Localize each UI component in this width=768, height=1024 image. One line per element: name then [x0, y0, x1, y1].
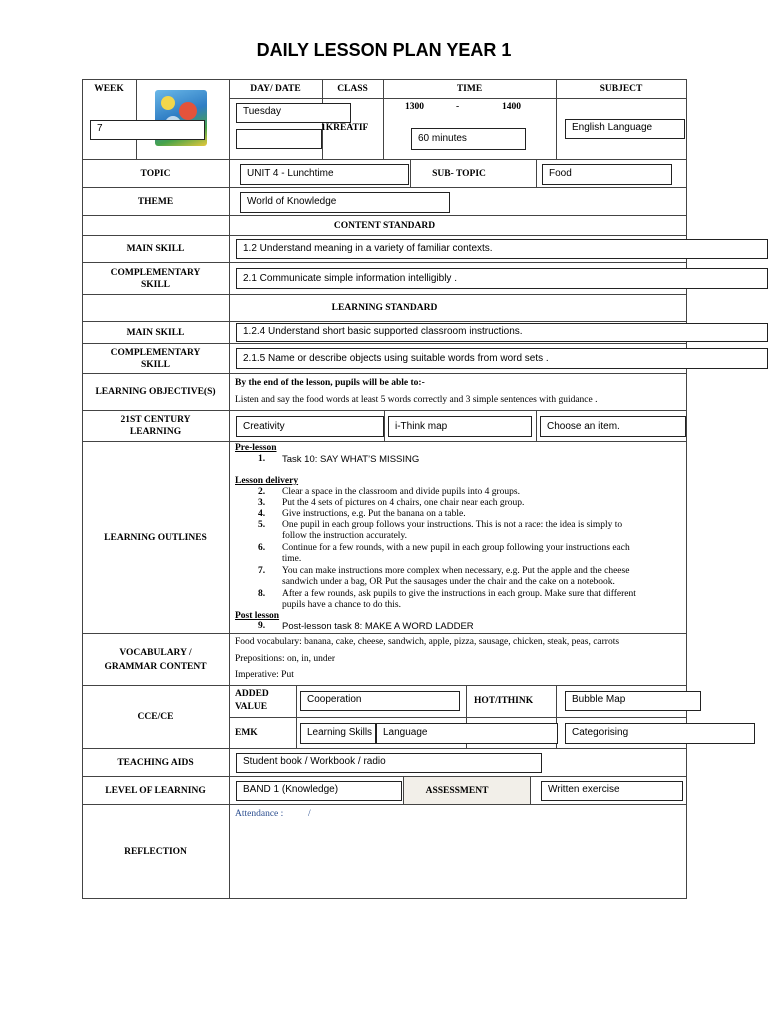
- cs-main-skill-label: MAIN SKILL: [126, 244, 185, 254]
- ls-main-skill-field[interactable]: 1.2.4 Understand short basic supported classroom instructions.: [236, 323, 768, 342]
- step-number: 4.: [258, 509, 266, 519]
- vocab-label-1: VOCABULARY /: [119, 647, 192, 658]
- pre-lesson-number: 1.: [258, 454, 266, 464]
- ls-complementary-label: [82, 344, 229, 373]
- level-label: LEVEL OF LEARNING: [105, 785, 206, 796]
- century-item-3[interactable]: Choose an item.: [540, 416, 686, 437]
- week-header: WEEK: [94, 84, 124, 94]
- col-line: [530, 776, 531, 804]
- step-text: sandwich under a bag, OR Put the sausages under the chair and the cake on a notebook.: [282, 577, 615, 587]
- step-text: pupils have a chance to do this.: [282, 600, 401, 610]
- step-number: 7.: [258, 566, 266, 576]
- reflection-label: REFLECTION: [124, 846, 187, 857]
- class-value: 1KREATIF: [321, 123, 369, 133]
- outlines-label: LEARNING OUTLINES: [104, 532, 207, 543]
- step-text: follow the instruction accurately.: [282, 531, 407, 541]
- century-label-1: 21ST CENTURY: [120, 415, 191, 425]
- content-standard-heading: CONTENT STANDARD: [333, 220, 436, 231]
- century-label-2: LEARNING: [129, 427, 182, 437]
- level-field[interactable]: BAND 1 (Knowledge): [236, 781, 402, 801]
- page-title: DAILY LESSON PLAN YEAR 1: [256, 40, 512, 60]
- emk-field-2[interactable]: Language: [376, 723, 558, 744]
- col-line: [296, 685, 297, 748]
- hot-ithink-field-2[interactable]: Categorising: [565, 723, 755, 744]
- post-lesson-item: Post-lesson task 8: MAKE A WORD LADDER: [282, 621, 474, 632]
- time-end: 1400: [502, 102, 521, 112]
- time-header: TIME: [456, 84, 483, 94]
- attendance-label: Attendance :: [235, 809, 284, 819]
- row-line: [229, 98, 687, 99]
- cs-main-skill-field[interactable]: 1.2 Understand meaning in a variety of familiar contexts.: [236, 239, 768, 259]
- century-item-2[interactable]: i-Think map: [388, 416, 532, 437]
- col-line: [384, 410, 385, 441]
- theme-label: THEME: [137, 196, 174, 207]
- vocab-label: [82, 634, 229, 685]
- step-number: 3.: [258, 498, 266, 508]
- teaching-aids-field[interactable]: Student book / Workbook / radio: [236, 753, 542, 773]
- added-value-label-2: VALUE: [235, 702, 268, 712]
- row-line: [229, 717, 687, 718]
- cce-label: CCE/CE: [137, 712, 174, 722]
- step-number: 6.: [258, 543, 266, 553]
- attendance-slash: /: [308, 809, 311, 819]
- step-number: 8.: [258, 589, 266, 599]
- step-number: 5.: [258, 520, 266, 530]
- cs-complementary-label: [82, 263, 229, 294]
- emk-label: EMK: [235, 728, 258, 738]
- century-item-1[interactable]: Creativity: [236, 416, 384, 437]
- step-text: Give instructions, e.g. Put the banana on a table.: [282, 509, 466, 519]
- added-value-label: [235, 688, 269, 714]
- hot-ithink-field[interactable]: Bubble Map: [565, 691, 701, 711]
- vocab-label-2: GRAMMAR CONTENT: [104, 661, 207, 672]
- time-dash: -: [456, 102, 460, 112]
- objectives-intro: By the end of the lesson, pupils will be able to:-: [235, 378, 425, 388]
- subject-header: SUBJECT: [599, 84, 643, 94]
- objectives-label: LEARNING OBJECTIVE(S): [95, 387, 216, 397]
- cs-complementary-field[interactable]: 2.1 Communicate simple information intelligibly .: [236, 268, 768, 289]
- theme-field[interactable]: World of Knowledge: [240, 192, 450, 213]
- step-text: You can make instructions more complex when necessary, e.g. Put the apple and the cheese: [282, 566, 630, 576]
- col-line: [136, 79, 137, 159]
- assessment-label: ASSESSMENT: [425, 785, 489, 796]
- added-value-label-1: ADDED: [235, 689, 269, 699]
- col-line: [536, 159, 537, 187]
- day-field[interactable]: Tuesday: [236, 103, 351, 123]
- class-header: CLASS: [337, 84, 368, 94]
- post-lesson-number: 9.: [258, 621, 266, 631]
- topic-field[interactable]: UNIT 4 - Lunchtime: [240, 164, 409, 185]
- time-start: 1300: [405, 102, 424, 112]
- subject-field[interactable]: English Language: [565, 119, 685, 139]
- pre-lesson-heading: Pre-lesson: [235, 443, 277, 453]
- added-value-field[interactable]: Cooperation: [300, 691, 460, 711]
- ls-complementary-field[interactable]: 2.1.5 Name or describe objects using suitable words from word sets .: [236, 348, 768, 369]
- duration-field[interactable]: 60 minutes: [411, 128, 526, 150]
- step-text: Clear a space in the classroom and divide pupils into 4 groups.: [282, 487, 520, 497]
- pre-lesson-item: Task 10: SAY WHAT’S MISSING: [282, 454, 420, 465]
- week-field[interactable]: 7: [90, 120, 205, 140]
- ls-complementary-label-2: SKILL: [140, 359, 171, 370]
- col-line: [536, 410, 537, 441]
- assessment-field[interactable]: Written exercise: [541, 781, 683, 801]
- step-text: Continue for a few rounds, with a new pupil in each group following your instructions each: [282, 543, 630, 553]
- date-field[interactable]: [236, 129, 322, 149]
- step-number: 2.: [258, 487, 266, 497]
- step-text: One pupil in each group follows your instructions. This is not a race: the idea is simply to: [282, 520, 623, 530]
- step-text: Put the 4 sets of pictures on 4 chairs, one chair near each group.: [282, 498, 525, 508]
- post-lesson-heading: Post lesson: [235, 611, 280, 621]
- ls-main-skill-label: MAIN SKILL: [126, 327, 185, 338]
- step-text: After a few rounds, ask pupils to give the instructions in each group. Make sure that different: [282, 589, 636, 599]
- ls-complementary-label-1: COMPLEMENTARY: [110, 347, 201, 358]
- subtopic-label: SUB- TOPIC: [432, 168, 486, 179]
- hot-ithink-label: HOT/ITHINK: [474, 696, 534, 706]
- day-date-header: DAY/ DATE: [250, 84, 301, 94]
- teaching-aids-label: TEACHING AIDS: [117, 757, 194, 768]
- cs-complementary-label-1: COMPLEMENTARY: [110, 267, 201, 278]
- vocab-line-2: Prepositions: on, in, under: [235, 654, 336, 664]
- objectives-text: Listen and say the food words at least 5 words correctly and 3 simple sentences with guidance .: [235, 395, 598, 405]
- vocab-line-1: Food vocabulary: banana, cake, cheese, sandwich, apple, pizza, sausage, chicken, steak, peas, carrots: [235, 637, 620, 647]
- lesson-delivery-heading: Lesson delivery: [235, 476, 299, 486]
- learning-standard-heading: LEARNING STANDARD: [331, 303, 438, 313]
- cs-complementary-label-2: SKILL: [140, 279, 171, 290]
- vocab-line-3: Imperative: Put: [235, 670, 294, 680]
- century-label: [82, 411, 229, 441]
- row-line: [82, 898, 687, 899]
- subtopic-field[interactable]: Food: [542, 164, 672, 185]
- step-text: time.: [282, 554, 302, 564]
- topic-label: TOPIC: [140, 168, 171, 179]
- emk-field-1[interactable]: Learning Skills: [300, 723, 376, 744]
